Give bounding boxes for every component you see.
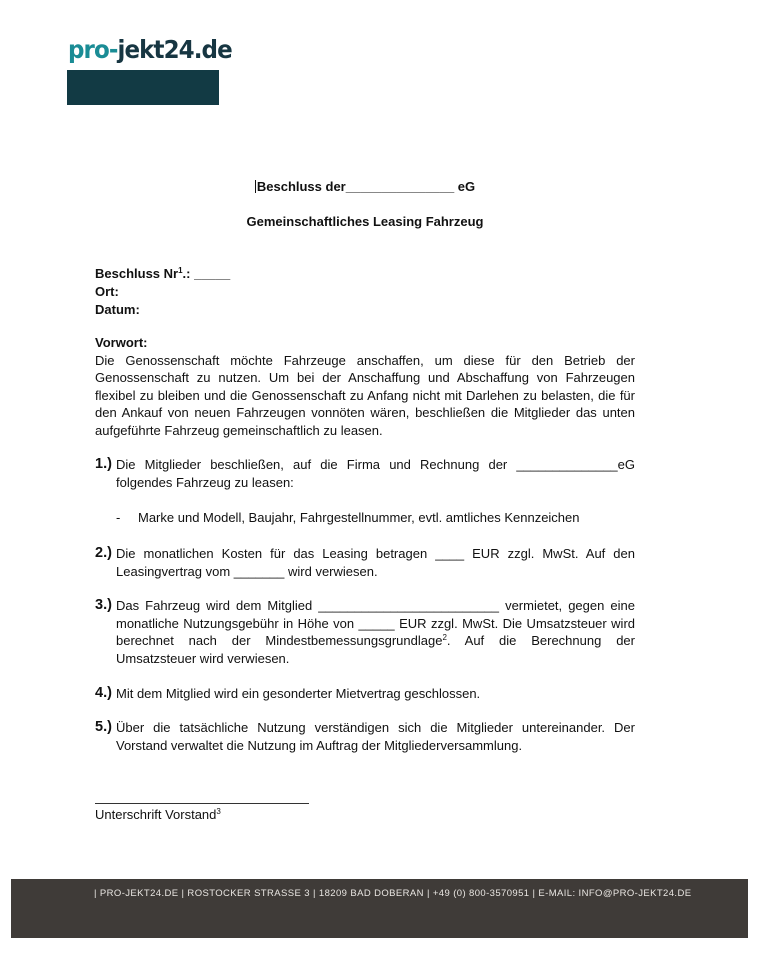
- footnote-3: 3: [216, 807, 221, 816]
- footnote-1: 1: [178, 266, 183, 275]
- list-dash: -: [116, 510, 121, 525]
- item-text: Die monatlichen Kosten für das Leasing betragen ____ EUR zzgl. MwSt. Auf den Leasingvertrag vom _______ wird verwiesen.: [116, 546, 635, 579]
- item-number: 4.): [95, 685, 112, 701]
- item-text-part-1: Das Fahrzeug wird dem Mitglied _________________________ vermietet, gegen eine monatliche Nutzungsgebühr in Höhe von _____ EUR zzgl. MwSt. Die Umsatzsteuer wird berechnet nach der Mindestbemessungsgrundlage: [116, 598, 635, 648]
- preface: [95, 334, 635, 439]
- vehicle-details-text: Marke und Modell, Baujahr, Fahrgestellnummer, evtl. amtliches Kennzeichen: [138, 510, 580, 525]
- resolution-item-4: [95, 685, 635, 703]
- item-text: Mit dem Mitglied wird ein gesonderter Mietvertrag geschlossen.: [116, 686, 481, 701]
- date-label: Datum:: [95, 302, 140, 317]
- logo-part-2: jekt24.de: [117, 35, 232, 64]
- resolution-item-1: [95, 456, 635, 491]
- company-logo: [68, 36, 246, 64]
- logo-part-1: pro-: [68, 35, 118, 64]
- document-title: [95, 178, 635, 196]
- preface-text: Die Genossenschaft möchte Fahrzeuge anschaffen, um diese für den Betrieb der Genossenschaft zu nutzen. Um bei der Anschaffung und Abschaffung von Fahrzeugen flexibel zu bleiben und die Genossenschaft zu Anfang nicht mit Darlehen zu belasten, die für den Ankauf von neuen Fahrzeugen vonnöten wären, beschließen die Mitglieder das unten aufgeführte Fahrzeug gemeinschaftlich zu leasen.: [95, 352, 635, 438]
- footer-bar: [11, 879, 748, 938]
- footnote-2: 2: [442, 633, 447, 642]
- item-number: 3.): [95, 597, 112, 613]
- preface-heading: Vorwort:: [95, 335, 148, 350]
- resolution-number: [95, 265, 635, 283]
- vehicle-details-item: [116, 509, 580, 527]
- meta-block: [95, 265, 635, 319]
- text-cursor: [255, 180, 256, 193]
- signature-label: [95, 807, 221, 822]
- location-label: Ort:: [95, 284, 119, 299]
- item-text-part-2: . Auf die Berechnung der Umsatzsteuer wird verwiesen.: [116, 633, 635, 666]
- logo-bar: [67, 70, 219, 105]
- item-text: Die Mitglieder beschließen, auf die Firma und Rechnung der ______________eG folgendes Fahrzeug zu leasen:: [116, 457, 635, 490]
- logo-wordmark: [68, 36, 232, 64]
- item-number: 2.): [95, 545, 112, 561]
- signature-line: [95, 803, 309, 804]
- resolution-item-3: [95, 597, 635, 667]
- signature-label-text: Unterschrift Vorstand: [95, 807, 217, 822]
- document-title-text: Beschluss der_______________ eG: [256, 179, 476, 194]
- resolution-item-5: [95, 719, 635, 754]
- item-number: 1.): [95, 456, 112, 472]
- footer-contact: | PRO-JEKT24.DE | ROSTOCKER STRASSE 3 | 18209 BAD DOBERAN | +49 (0) 800-3570951 | E-MAIL: INFO@PRO-JEKT24.DE: [94, 888, 692, 899]
- item-number: 5.): [95, 719, 112, 735]
- resolution-number-blank: .: _____: [182, 266, 231, 281]
- item-text: [116, 597, 635, 667]
- item-text: Über die tatsächliche Nutzung verständigen sich die Mitglieder untereinander. Der Vorstand verwaltet die Nutzung im Auftrag der Mitgliederversammlung.: [116, 720, 635, 753]
- resolution-number-label: Beschluss Nr: [95, 266, 179, 281]
- document-subtitle: Gemeinschaftliches Leasing Fahrzeug: [246, 214, 484, 229]
- resolution-item-2: [95, 545, 635, 580]
